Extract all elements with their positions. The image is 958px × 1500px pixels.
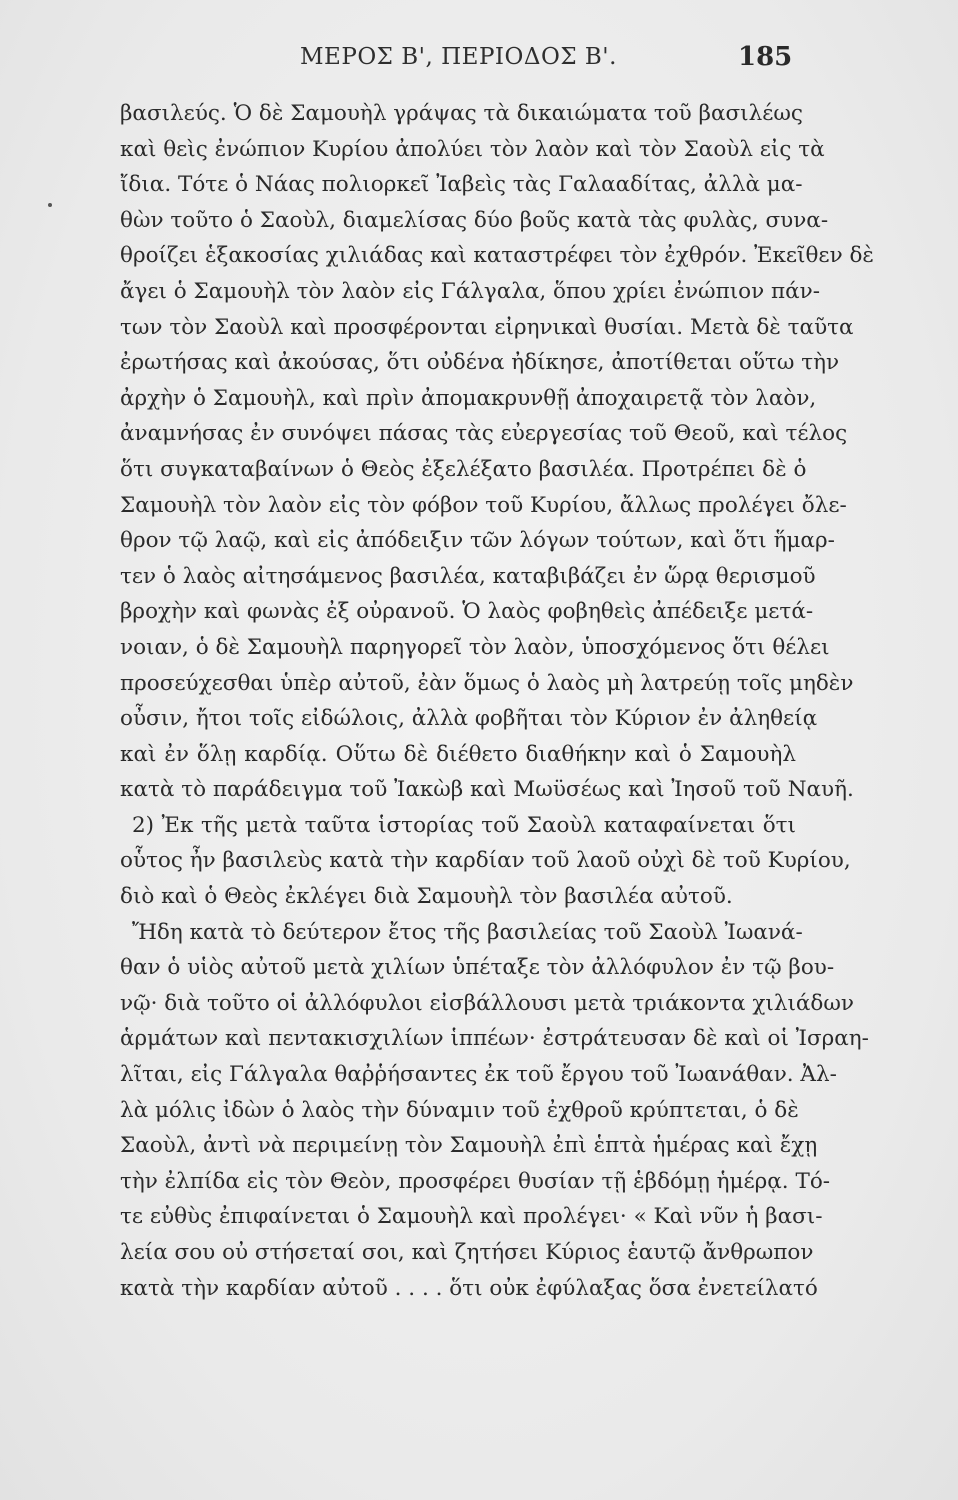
text-line: των τὸν Σαοὺλ καὶ προσφέρονται εἰρηνικαὶ θυσίαι. Μετὰ δὲ ταῦτα — [120, 314, 854, 340]
text-line: Σαοὺλ, ἀντὶ νὰ περιμείνῃ τὸν Σαμουὴλ ἐπὶ ἑπτὰ ἡμέρας καὶ ἔχῃ — [120, 1133, 818, 1159]
text-line: κατὰ τὸ παράδειγμα τοῦ Ἰακὼβ καὶ Μωϋσέως καὶ Ἰησοῦ τοῦ Ναυῆ. — [120, 777, 854, 803]
text-line: θρον τῷ λαῷ, καὶ εἰς ἀπόδειξιν τῶν λόγων τούτων, καὶ ὅτι ἥμαρ- — [120, 528, 835, 554]
text-line: νοιαν, ὁ δὲ Σαμουὴλ παρηγορεῖ τὸν λαὸν, ὑποσχόμενος ὅτι θέλει — [120, 634, 830, 660]
text-line: ἴδια. Τότε ὁ Νάας πολιορκεῖ Ἰαβεὶς τὰς Γαλααδίτας, ἀλλὰ μα- — [120, 172, 803, 198]
text-line: τεν ὁ λαὸς αἰτησάμενος βασιλέα, καταβιβάζει ἐν ὥρᾳ θερισμοῦ — [120, 563, 816, 589]
text-line: Σαμουὴλ τὸν λαὸν εἰς τὸν φόβον τοῦ Κυρίου, ἄλλως προλέγει ὄλε- — [120, 492, 847, 518]
paragraph-start-line: 2) Ἐκ τῆς μετὰ ταῦτα ἱστορίας τοῦ Σαοὺλ καταφαίνεται ὅτι — [132, 812, 796, 838]
page-number: 185 — [738, 42, 793, 72]
text-line: τὴν ἐλπίδα εἰς τὸν Θεὸν, προσφέρει θυσίαν τῇ ἑβδόμῃ ἡμέρᾳ. Τό- — [120, 1168, 831, 1194]
paragraph-end-line: διὸ καὶ ὁ Θεὸς ἐκλέγει διὰ Σαμουὴλ τὸν βασιλέα αὐτοῦ. — [120, 884, 733, 910]
text-line: προσεύχεσθαι ὑπὲρ αὐτοῦ, ἐὰν ὅμως ὁ λαὸς μὴ λατρεύῃ τοῖς μηδὲν — [120, 670, 854, 696]
text-line: λῖται, εἰς Γάλγαλα θαῤῥήσαντες ἐκ τοῦ ἔργου τοῦ Ἰωανάθαν. Ἀλ- — [120, 1062, 837, 1088]
text-line: νῷ· διὰ τοῦτο οἱ ἀλλόφυλοι εἰσβάλλουσι μετὰ τριάκοντα χιλιάδων — [120, 990, 854, 1016]
text-line: ἀναμνήσας ἐν συνόψει πάσας τὰς εὐεργεσίας τοῦ Θεοῦ, καὶ τέλος — [120, 421, 848, 447]
text-line: ἄγει ὁ Σαμουὴλ τὸν λαὸν εἰς Γάλγαλα, ὅπου χρίει ἐνώπιον πάν- — [120, 278, 820, 304]
text-line: καὶ θεὶς ἐνώπιον Κυρίου ἀπολύει τὸν λαὸν καὶ τὸν Σαοὺλ εἰς τὰ — [120, 136, 825, 162]
text-line: λεία σου οὐ στήσεταί σοι, καὶ ζητήσει Κύριος ἑαυτῷ ἄνθρωπον — [120, 1240, 814, 1265]
text-line: ὅτι συγκαταβαίνων ὁ Θεὸς ἐξελέξατο βασιλέα. Προτρέπει δὲ ὁ — [120, 456, 807, 482]
paragraph-start-line: Ἤδη κατὰ τὸ δεύτερον ἔτος τῆς βασιλείας τοῦ Σαοὺλ Ἰωανά- — [132, 919, 803, 945]
running-head: ΜΕΡΟΣ Β', ΠΕΡΙΟΔΟΣ Β'. — [300, 44, 617, 70]
body-text — [120, 96, 874, 1306]
text-line: θὼν τοῦτο ὁ Σαοὺλ, διαμελίσας δύο βοῦς κατὰ τὰς φυλὰς, συνα- — [120, 207, 829, 233]
text-line: κατὰ τὴν καρδίαν αὐτοῦ . . . . ὅτι οὐκ ἐφύλαξας ὅσα ἐνετείλατό — [120, 1275, 818, 1301]
text-line: ἁρμάτων καὶ πεντακισχιλίων ἱππέων· ἐστράτευσαν δὲ καὶ οἱ Ἰσραη- — [120, 1026, 869, 1052]
text-line: βασιλεύς. Ὁ δὲ Σαμουὴλ γράψας τὰ δικαιώματα τοῦ βασιλέως — [120, 101, 803, 126]
text-line: ἐρωτήσας καὶ ἀκούσας, ὅτι οὐδένα ἠδίκησε, ἀποτίθεται οὕτω τὴν — [120, 350, 840, 376]
ink-speck — [48, 203, 52, 207]
text-line: οὖσιν, ἤτοι τοῖς εἰδώλοις, ἀλλὰ φοβῆται τὸν Κύριον ἐν ἀληθείᾳ — [120, 706, 818, 732]
text-line: ἀρχὴν ὁ Σαμουὴλ, καὶ πρὶν ἀπομακρυνθῇ ἀποχαιρετᾷ τὸν λαὸν, — [120, 385, 817, 411]
text-line: οὗτος ἦν βασιλεὺς κατὰ τὴν καρδίαν τοῦ λαοῦ οὐχὶ δὲ τοῦ Κυρίου, — [120, 848, 851, 874]
text-line: βροχὴν καὶ φωνὰς ἐξ οὐρανοῦ. Ὁ λαὸς φοβηθεὶς ἀπέδειξε μετά- — [120, 599, 814, 625]
text-line: καὶ ἐν ὅλῃ καρδίᾳ. Οὕτω δὲ διέθετο διαθήκην καὶ ὁ Σαμουὴλ — [120, 741, 796, 767]
text-line: τε εὐθὺς ἐπιφαίνεται ὁ Σαμουὴλ καὶ προλέγει· « Καὶ νῦν ἡ βασι- — [120, 1204, 823, 1230]
text-line: λὰ μόλις ἰδὼν ὁ λαὸς τὴν δύναμιν τοῦ ἐχθροῦ κρύπτεται, ὁ δὲ — [120, 1097, 799, 1123]
text-line: θροίζει ἑξακοσίας χιλιάδας καὶ καταστρέφει τὸν ἐχθρόν. Ἐκεῖθεν δὲ — [120, 243, 874, 269]
text-line: θαν ὁ υἱὸς αὐτοῦ μετὰ χιλίων ὑπέταξε τὸν ἀλλόφυλον ἐν τῷ βου- — [120, 955, 835, 981]
